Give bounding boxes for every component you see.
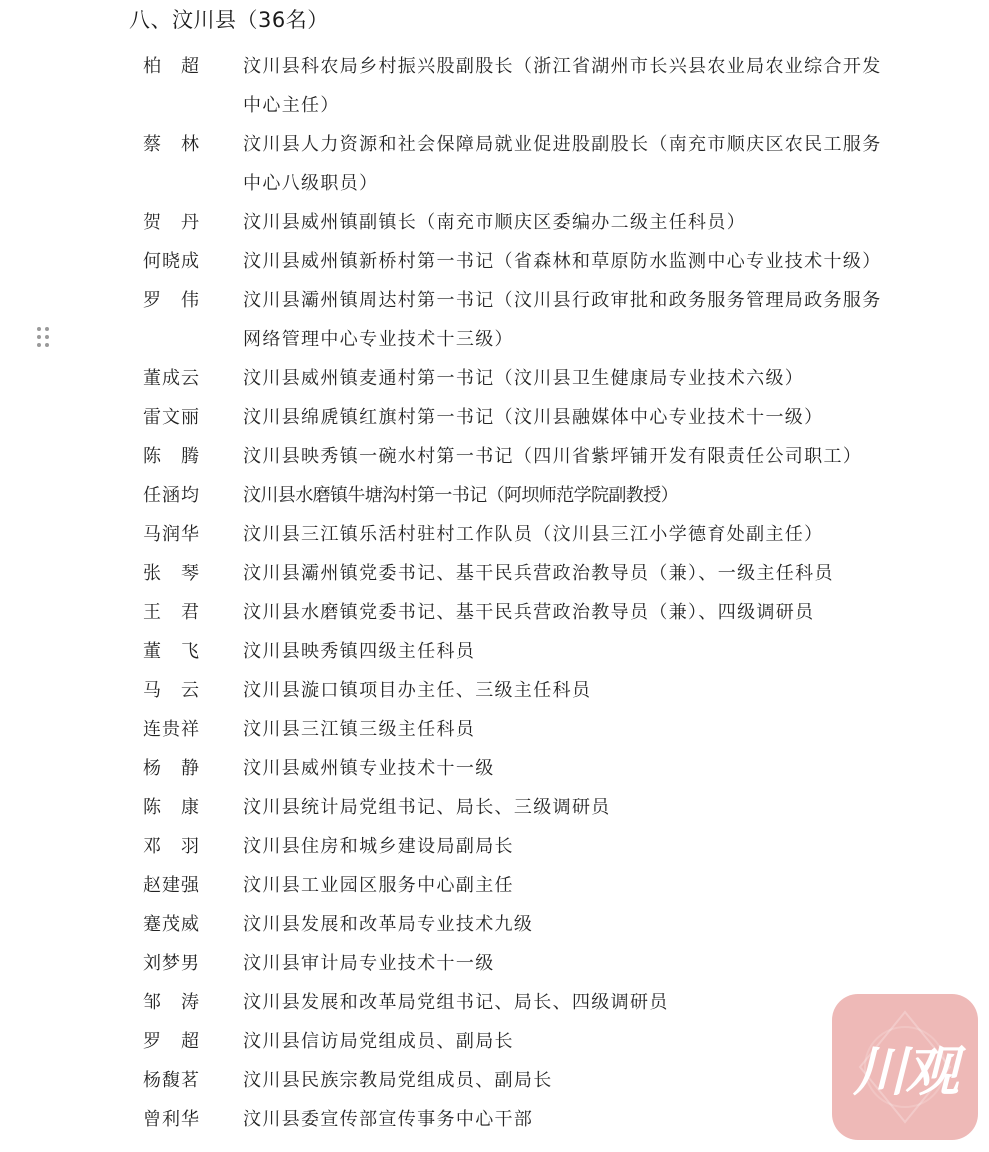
watermark-logo bbox=[832, 994, 978, 1140]
position-description bbox=[243, 437, 907, 476]
list-item bbox=[0, 554, 989, 593]
list-item bbox=[0, 788, 989, 827]
person-name: 曾利华 bbox=[143, 1109, 200, 1130]
description-line: 汶川县水磨镇牛塘沟村第一书记（阿坝师范学院副教授） bbox=[243, 485, 678, 506]
description-line: 汶川县灞州镇党委书记、基干民兵营政治教导员（兼）、一级主任科员 bbox=[243, 563, 834, 584]
appointee-list bbox=[0, 47, 989, 1139]
description-line: 汶川县威州镇副镇长（南充市顺庆区委编办二级主任科员） bbox=[243, 212, 747, 233]
list-item bbox=[0, 398, 989, 437]
position-description bbox=[243, 554, 907, 593]
list-item bbox=[0, 827, 989, 866]
person-name: 任涵均 bbox=[143, 485, 200, 506]
position-description bbox=[243, 1061, 907, 1100]
person-name: 蔡 林 bbox=[143, 134, 200, 155]
list-item bbox=[0, 203, 989, 242]
person-name: 柏 超 bbox=[143, 56, 200, 77]
description-line: 汶川县信访局党组成员、副局长 bbox=[243, 1031, 514, 1052]
position-description bbox=[243, 476, 907, 515]
description-line: 汶川县工业园区服务中心副主任 bbox=[243, 875, 514, 896]
person-name: 何晓成 bbox=[143, 251, 200, 272]
list-item bbox=[0, 242, 989, 281]
position-description bbox=[243, 1100, 907, 1139]
description-line: 汶川县威州镇专业技术十一级 bbox=[243, 758, 495, 779]
list-item bbox=[0, 476, 989, 515]
list-item bbox=[0, 437, 989, 476]
description-line: 汶川县绵虒镇红旗村第一书记（汶川县融媒体中心专业技术十一级） bbox=[243, 407, 824, 428]
position-description bbox=[243, 905, 907, 944]
list-item bbox=[0, 125, 989, 203]
description-line: 汶川县漩口镇项目办主任、三级主任科员 bbox=[243, 680, 592, 701]
position-description bbox=[243, 671, 907, 710]
position-description bbox=[243, 788, 907, 827]
description-line: 汶川县映秀镇四级主任科员 bbox=[243, 641, 476, 662]
description-line: 汶川县发展和改革局党组书记、局长、四级调研员 bbox=[243, 992, 669, 1013]
description-line: 汶川县委宣传部宣传事务中心干部 bbox=[243, 1109, 534, 1130]
watermark-text: 川观 bbox=[853, 1039, 957, 1103]
list-item bbox=[0, 905, 989, 944]
person-name: 王 君 bbox=[143, 602, 200, 623]
position-description bbox=[243, 827, 907, 866]
position-description bbox=[243, 203, 907, 242]
position-description bbox=[243, 944, 907, 983]
description-line: 网络管理中心专业技术十三级） bbox=[243, 329, 514, 350]
position-description bbox=[243, 47, 907, 125]
person-name: 董 飞 bbox=[143, 641, 200, 662]
person-name: 刘梦男 bbox=[143, 953, 200, 974]
list-item bbox=[0, 671, 989, 710]
description-line: 汶川县映秀镇一碗水村第一书记（四川省紫坪铺开发有限责任公司职工） bbox=[243, 446, 863, 467]
position-description bbox=[243, 1022, 907, 1061]
description-line: 汶川县住房和城乡建设局副局长 bbox=[243, 836, 514, 857]
list-item bbox=[0, 710, 989, 749]
list-item bbox=[0, 359, 989, 398]
description-line: 中心主任） bbox=[243, 95, 340, 116]
list-item bbox=[0, 593, 989, 632]
person-name: 连贵祥 bbox=[143, 719, 200, 740]
description-line: 汶川县统计局党组书记、局长、三级调研员 bbox=[243, 797, 611, 818]
list-item bbox=[0, 944, 989, 983]
position-description bbox=[243, 632, 907, 671]
person-name: 雷文丽 bbox=[143, 407, 200, 428]
person-name: 杨 静 bbox=[143, 758, 200, 779]
list-item bbox=[0, 749, 989, 788]
position-description bbox=[243, 515, 907, 554]
person-name: 陈 腾 bbox=[143, 446, 200, 467]
position-description bbox=[243, 749, 907, 788]
position-description bbox=[243, 983, 907, 1022]
position-description bbox=[243, 710, 907, 749]
section-title: 八、汶川县（36名） bbox=[129, 8, 329, 32]
person-name: 杨馥茗 bbox=[143, 1070, 200, 1091]
description-line: 汶川县发展和改革局专业技术九级 bbox=[243, 914, 534, 935]
position-description bbox=[243, 593, 907, 632]
person-name: 董成云 bbox=[143, 368, 200, 389]
list-item bbox=[0, 866, 989, 905]
person-name: 马 云 bbox=[143, 680, 200, 701]
position-description bbox=[243, 398, 907, 437]
person-name: 张 琴 bbox=[143, 563, 200, 584]
description-line: 汶川县人力资源和社会保障局就业促进股副股长（南充市顺庆区农民工服务 bbox=[243, 134, 882, 155]
description-line: 汶川县水磨镇党委书记、基干民兵营政治教导员（兼）、四级调研员 bbox=[243, 602, 815, 623]
description-line: 汶川县三江镇乐活村驻村工作队员（汶川县三江小学德育处副主任） bbox=[243, 524, 824, 545]
position-description bbox=[243, 281, 907, 359]
list-item bbox=[0, 632, 989, 671]
position-description bbox=[243, 866, 907, 905]
person-name: 陈 康 bbox=[143, 797, 200, 818]
position-description bbox=[243, 359, 907, 398]
description-line: 汶川县灞州镇周达村第一书记（汶川县行政审批和政务服务管理局政务服务 bbox=[243, 290, 882, 311]
person-name: 罗 伟 bbox=[143, 290, 200, 311]
list-item bbox=[0, 515, 989, 554]
person-name: 贺 丹 bbox=[143, 212, 200, 233]
position-description bbox=[243, 242, 907, 281]
person-name: 赵建强 bbox=[143, 875, 200, 896]
description-line: 汶川县威州镇麦通村第一书记（汶川县卫生健康局专业技术六级） bbox=[243, 368, 805, 389]
list-item bbox=[0, 47, 989, 125]
description-line: 汶川县威州镇新桥村第一书记（省森林和草原防水监测中心专业技术十级） bbox=[243, 251, 882, 272]
person-name: 罗 超 bbox=[143, 1031, 200, 1052]
description-line: 汶川县科农局乡村振兴股副股长（浙江省湖州市长兴县农业局农业综合开发 bbox=[243, 56, 882, 77]
person-name: 马润华 bbox=[143, 524, 200, 545]
person-name: 邹 涛 bbox=[143, 992, 200, 1013]
description-line: 汶川县审计局专业技术十一级 bbox=[243, 953, 495, 974]
list-item bbox=[0, 281, 989, 359]
position-description bbox=[243, 125, 907, 203]
description-line: 中心八级职员） bbox=[243, 173, 379, 194]
person-name: 蹇茂威 bbox=[143, 914, 200, 935]
description-line: 汶川县三江镇三级主任科员 bbox=[243, 719, 476, 740]
description-line: 汶川县民族宗教局党组成员、副局长 bbox=[243, 1070, 553, 1091]
person-name: 邓 羽 bbox=[143, 836, 200, 857]
